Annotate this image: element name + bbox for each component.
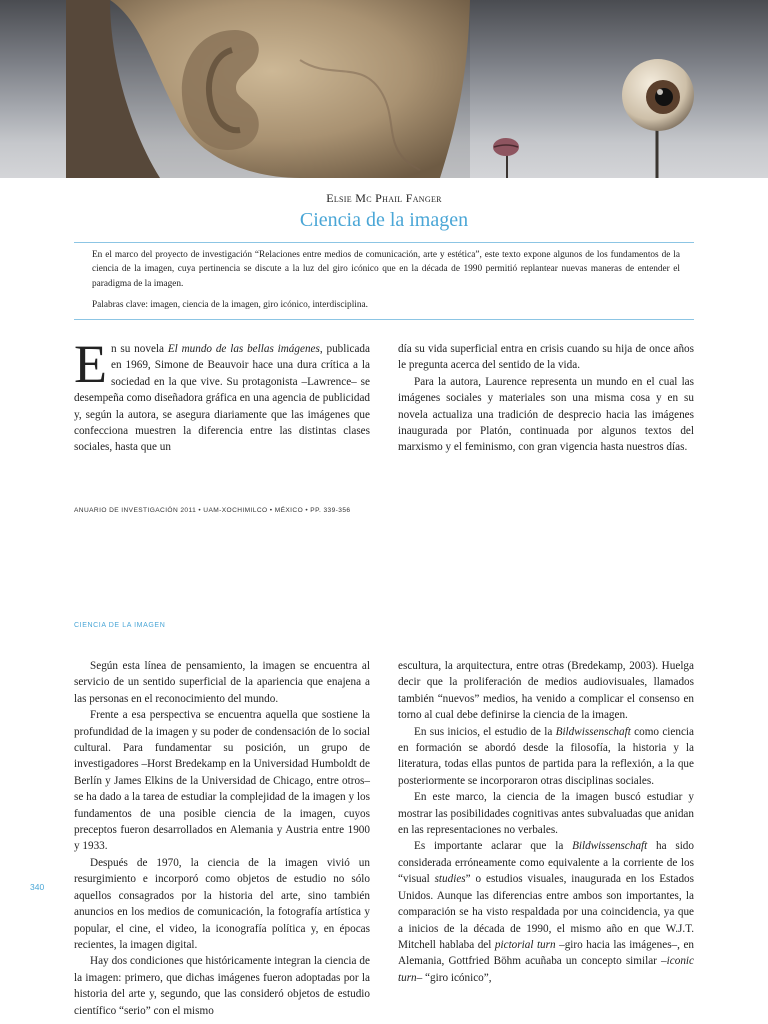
drop-cap: E — [74, 334, 107, 394]
paragraph: escultura, la arquitectura, entre otras (Bredekamp, 2003). Huelga decir que la proliferación de medios audiovisuales, llamados también “nuevos” medios, ha venido a complicar el consenso en torno al cual debe definirse la ciencia de la imagen. — [398, 660, 694, 722]
paragraph: Hay dos condiciones que históricamente integran la ciencia de la imagen: primero, que dichas imágenes fueron adoptadas por la historia del arte y, segundo, que las consideró objetos de estudio científico “serio” con el mismo — [74, 955, 370, 1017]
novel-title: El mundo de las bellas imágenes — [167, 343, 320, 355]
abstract-top-rule — [74, 242, 694, 243]
paragraph: Según esta línea de pensamiento, la imagen se encuentra al servicio de un sentido superficial de la apariencia que enajena a las personas en el reconocimiento del mundo. — [74, 660, 370, 705]
page2-left-column — [74, 658, 370, 1019]
paragraph: Frente a esa perspectiva se encuentra aquella que sostiene la profundidad de la imagen y su poder de condensación de lo social cultural. Para fundamentar su posición, un grupo de investigadores –Horst Bredekamp en la Universidad Humboldt de Berlín y James Elkins de la Universidad de Chicago, entre otros– se ha dado a la tarea de estudiar la complejidad de la imagen y los fundamentos de una posible ciencia de la imagen, cuyos preceptos fueron desarrollados en Alemania y Austria entre 1900 y 1933. — [74, 709, 370, 853]
page2-right-column — [398, 658, 694, 986]
abstract-bottom-rule — [74, 319, 694, 320]
paragraph: En este marco, la ciencia de la imagen buscó estudiar y mostrar las posibilidades cognitivas antes subvaluadas que anidan en las representaciones no verbales. — [398, 791, 694, 837]
paragraph: día su vida superficial entra en crisis cuando su hija de once años le pregunta acerca del sentido de la vida. — [398, 343, 694, 372]
author-name: Elsie Mc Phail Fanger — [326, 191, 442, 205]
running-head: CIENCIA DE LA IMAGEN — [74, 622, 166, 629]
keywords: Palabras clave: imagen, ciencia de la imagen, giro icónico, interdisciplina. — [92, 300, 368, 310]
paragraph: En sus inicios, el estudio de la Bildwissenschaft como ciencia en formación se abordó desde la filosofía, la historia y la literatura, todas ellas puntos de partida para la reflexión, a la que posteriormente se incorporaron otras disciplinas sociales. — [398, 725, 694, 787]
header-photo — [0, 0, 768, 178]
abstract-text: En el marco del proyecto de investigación “Relaciones entre medios de comunicación, arte y estética”, este texto expone algunos de los fundamentos de la ciencia de la imagen, cuya pertinencia se discute a la luz del giro icónico que en la década de 1990 permitió replantear nuevas maneras de entender el paradigma de la imagen. — [92, 250, 680, 289]
article-title: Ciencia de la imagen — [299, 209, 469, 231]
journal-citation: ANUARIO DE INVESTIGACIÓN 2011 • UAM-XOCHIMILCO • MÉXICO • PP. 339-356 — [74, 507, 351, 514]
opening-paragraph: En su novela El mundo de las bellas imágenes, publicada en 1969, Simone de Beauvoir hace una dura crítica a la sociedad en la que vive. Su protagonista –Lawrence– se desempeña como diseñadora gráfica en una agencia de publicidad y, según la autora, se asegura diariamente que las imágenes que confecciona muestren la diferencia entre las distintas clases sociales, hasta que un — [74, 334, 370, 454]
page1-right-column — [398, 341, 694, 456]
paragraph: Después de 1970, la ciencia de la imagen vivió un resurgimiento e incorporó como objetos de estudio no sólo aquellos consagrados por la historia del arte, sino también anuncios en los medios de comunicación, la fotografía artística y popular, el cine, el video, la iconografía política y, en épocas recientes, la imagen digital. — [74, 856, 370, 951]
paragraph: Es importante aclarar que la Bildwissenschaft ha sido considerada erróneamente como equivalente a la corriente de los “visual studies” o estudios visuales, inaugurada en los Estados Unidos. Aunque las diferencias entre ambos son importantes, la comparación se ha visto respaldada por una coincidencia, ya que a inicios de la década de 1990, el mismo año en que W.J.T. Mitchell hablaba del pictorial turn –giro hacia las imágenes–, en Alemania, Gottfried Böhm acuñaba un concepto similar –iconic turn– “giro icónico”, — [398, 840, 695, 984]
page-number: 340 — [30, 882, 45, 892]
surreal-ear-illustration — [0, 0, 768, 178]
paragraph: Para la autora, Laurence representa un mundo en el cual las imágenes sociales y materiales son una misma cosa y en su novela actualiza una tradición de desprecio hacia las imágenes inaugurada por Platón, continuada por algunos textos del marxismo y el feminismo, con gran vigencia hasta nuestros días. — [398, 375, 694, 454]
page1-left-column — [74, 334, 370, 456]
